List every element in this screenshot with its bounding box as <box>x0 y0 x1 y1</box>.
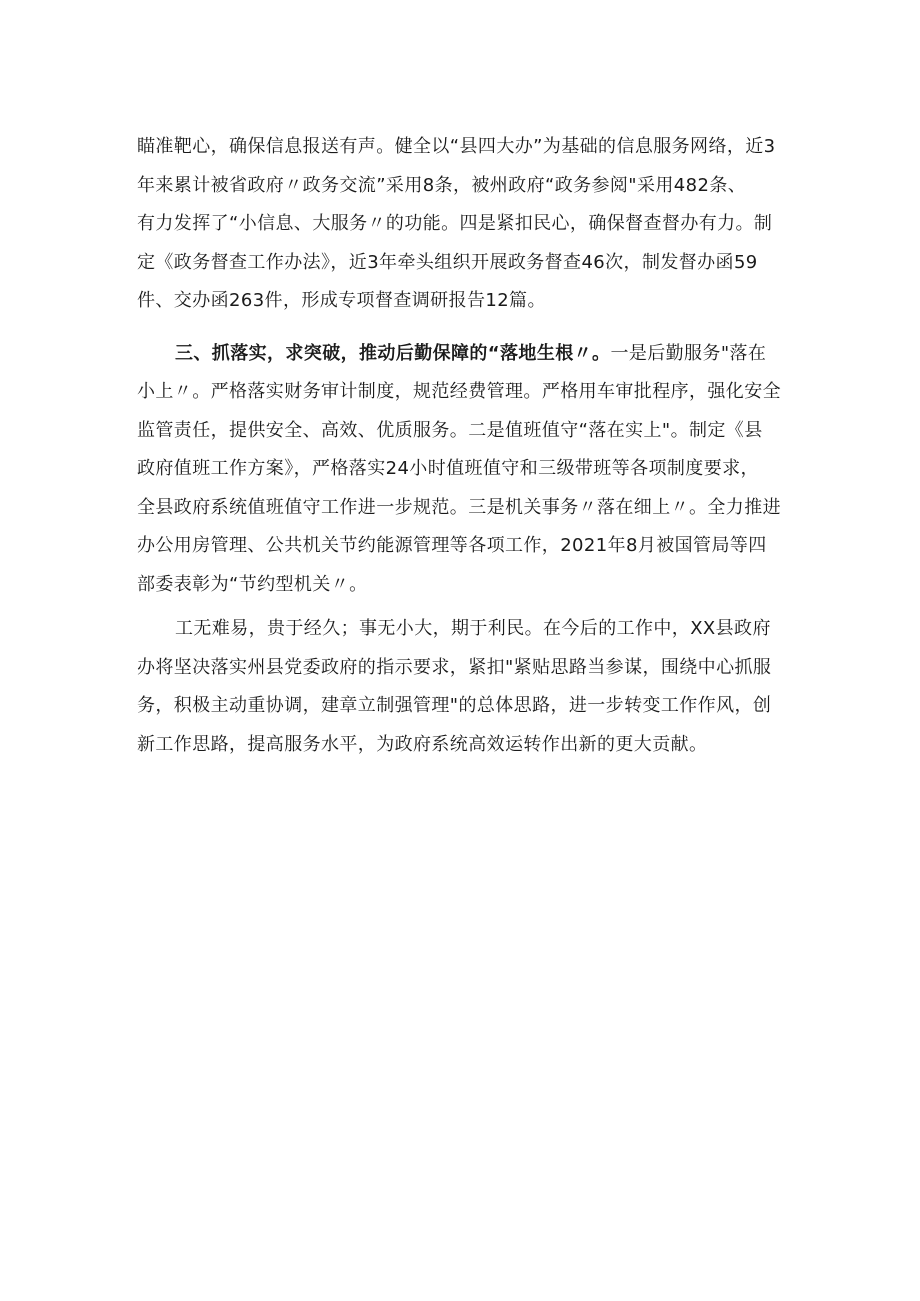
text-line: 部委表彰为“节约型机关〃。 <box>137 573 368 595</box>
text-line: 全县政府系统值班值守工作进一步规范。三是机关事务〃落在细上〃。全力推进 <box>137 496 781 518</box>
section-heading: 三、抓落实，求突破，推动后勤保障的“落地生根〃。 <box>175 342 611 364</box>
text-line: 政府值班工作方案》，严格落实24小时值班值守和三级带班等各项制度要求， <box>137 458 759 479</box>
text-line: 办公用房管理、公共机关节约能源管理等各项工作，2021年8月被国管局等四 <box>137 535 767 556</box>
text-run: 一是后勤服务"落在 <box>610 342 767 364</box>
text-line: 办将坚决落实州县党委政府的指示要求，紧扣"紧贴思路当参谋，围绕中心抓服 <box>137 656 772 678</box>
text-line: 务，积极主动重协调，建章立制强管理"的总体思路，进一步转变工作作风，创 <box>137 695 772 716</box>
paragraph-info-supervision <box>137 128 792 321</box>
text-line: 年来累计被省政府〃政务交流”采用8条，被州政府“政务参阅"采用482条、 <box>137 174 747 196</box>
text-line: 瞄准靶心，确保信息报送有声。健全以“县四大办”为基础的信息服务网络，近3 <box>137 136 776 157</box>
paragraph-conclusion <box>137 610 792 764</box>
text-line: 监管责任，提供安全、高效、优质服务。二是值班值守“落在实上"。制定《县 <box>137 419 763 441</box>
text-line: 件、交办函263件，形成专项督查调研报告12篇。 <box>137 290 546 311</box>
text-line <box>137 335 792 374</box>
text-line: 小上〃。严格落实财务审计制度，规范经费管理。严格用车审批程序，强化安全 <box>137 381 781 402</box>
text-line: 有力发挥了“小信息、大服务〃的功能。四是紧扣民心，确保督查督办有力。制 <box>137 213 773 234</box>
text-line: 工无难易，贵于经久；事无小大，期于利民。在今后的工作中，XX县政府 <box>175 618 771 639</box>
text-line: 新工作思路，提高服务水平，为政府系统高效运转作出新的更大贡献。 <box>137 733 708 755</box>
paragraph-logistics <box>137 335 792 605</box>
document-body <box>137 128 792 764</box>
text-line: 定《政务督查工作办法》，近3年牵头组织开展政务督查46次，制发督办函59 <box>137 251 758 273</box>
